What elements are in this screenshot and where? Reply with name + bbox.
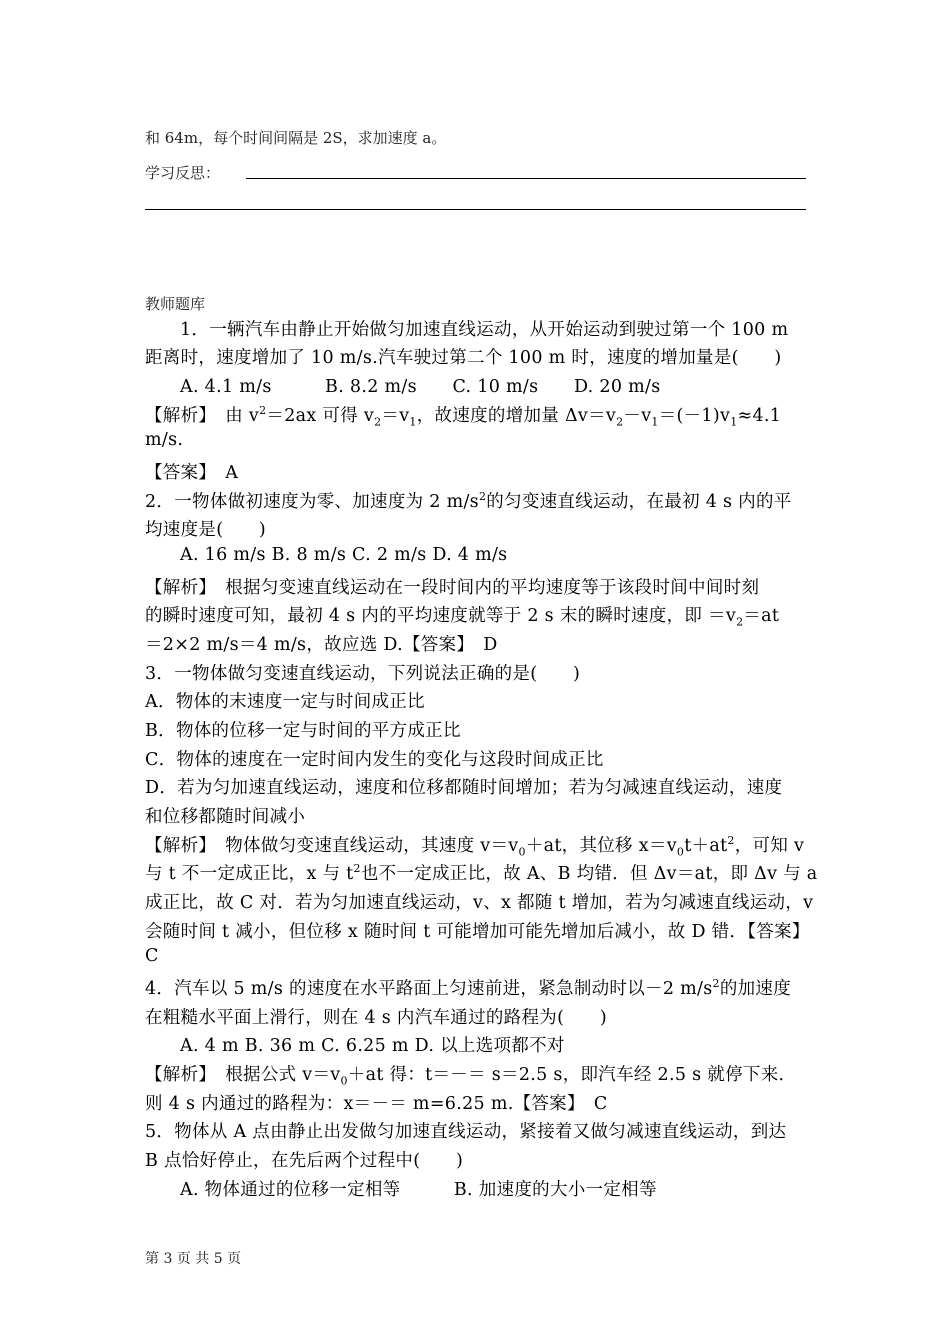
q2-line-part: 的匀变速直线运动，在最初 4 s 内的平	[486, 492, 792, 512]
q3-analysis-2	[145, 860, 818, 885]
q2-line-2: 均速度是( )	[145, 520, 267, 540]
sub-1: 1	[409, 415, 417, 429]
q5-line-1: 5．物体从 A 点由静止出发做匀加速直线运动，紧接着又做匀减速直线运动，到达	[145, 1122, 787, 1142]
q2-analysis-part: ＝at	[743, 606, 780, 626]
q4-analysis-part: 【解析】 根据公式 v＝v	[145, 1065, 341, 1085]
sub-0: 0	[340, 1074, 348, 1088]
q4-analysis-1	[145, 1061, 796, 1086]
q2-analysis-part: 的瞬时速度可知，最初 4 s 内的平均速度就等于 2 s 末的瞬时速度，即 ＝v	[145, 606, 737, 626]
q3-line-1: 3．一物体做匀变速直线运动，下列说法正确的是( )	[145, 664, 581, 684]
q1-options: A. 4.1 m/s B. 8.2 m/s C. 10 m/s D. 20 m/s	[180, 377, 661, 397]
sup-2: 2	[478, 490, 487, 504]
sub-1: 1	[651, 415, 659, 429]
q3-analysis-3: 成正比，故 C 对．若为匀加速直线运动，v、x 都随 t 增加，若为匀减速直线运动，v	[145, 893, 814, 913]
q4-options: A. 4 m B. 36 m C. 6.25 m D. 以上选项都不对	[180, 1036, 565, 1056]
q4-line-2: 在粗糙水平面上滑行，则在 4 s 内汽车通过的路程为( )	[145, 1008, 607, 1028]
q3-option-d-2: 和位移都随时间减小	[145, 807, 306, 827]
q3-option-d-1: D．若为匀加速直线运动，速度和位移都随时间增加；若为匀减速直线运动，速度	[145, 778, 783, 798]
q5-options: A. 物体通过的位移一定相等 B. 加速度的大小一定相等	[180, 1180, 657, 1200]
q3-option-a: A．物体的末速度一定与时间成正比	[145, 692, 425, 712]
q2-analysis-1: 【解析】 根据匀变速直线运动在一段时间内的平均速度等于该段时间中间时刻	[145, 578, 760, 598]
q3-option-b: B．物体的位移一定与时间的平方成正比	[145, 721, 461, 741]
q1-analysis-part: －v	[623, 406, 652, 426]
q1-analysis-part: ＝(－1)v	[658, 406, 731, 426]
reflection-rule-1	[246, 178, 806, 179]
q1-analysis	[145, 402, 781, 427]
q1-analysis-part: ＝v	[381, 406, 410, 426]
q1-line-2: 距离时，速度增加了 10 m/s.汽车驶过第二个 100 m 时，速度的增加量是( )	[145, 348, 782, 368]
q1-analysis-part: ，故速度的增加量 Δv＝v	[416, 406, 617, 426]
q1-analysis-part: ≈4.1	[737, 406, 782, 426]
sup-2: 2	[727, 834, 735, 848]
q2-options: A. 16 m/s B. 8 m/s C. 2 m/s D. 4 m/s	[180, 545, 508, 565]
sub-2: 2	[616, 415, 624, 429]
q3-analysis-part: ，可知 v	[734, 836, 805, 856]
sub-0: 0	[518, 845, 526, 859]
reflection-label: 学习反思：	[145, 164, 221, 182]
q3-analysis-part: 与 t 不一定成正比，x 与 t	[145, 864, 354, 884]
q1-analysis-part: ＝2ax 可得 v	[266, 406, 375, 426]
teacher-bank-title: 教师题库	[145, 295, 206, 313]
q4-line-part: 4．汽车以 5 m/s 的速度在水平路面上匀速前进，紧急制动时以－2 m/s	[145, 979, 713, 999]
q4-analysis-part: ＋at 得：t＝－＝ s＝2.5 s，即汽车经 2.5 s 就停下来．	[347, 1065, 797, 1085]
q3-analysis-1	[145, 832, 804, 857]
sup-2: 2	[712, 977, 720, 991]
q2-analysis-2	[145, 602, 779, 627]
q2-line-part: 2．一物体做初速度为零、加速度为 2 m/s	[145, 492, 479, 512]
q5-line-2: B 点恰好停止，在先后两个过程中( )	[145, 1151, 464, 1171]
q4-line-part: 的加速度	[719, 979, 792, 999]
sub-2: 2	[736, 615, 744, 629]
q3-analysis-5: C	[145, 946, 159, 966]
sub-1: 1	[730, 415, 738, 429]
q3-analysis-part: 也不一定成正比，故 A、B 均错．但 Δv＝at，即 Δv 与 a	[360, 864, 818, 884]
reflection-rule-2	[145, 209, 806, 210]
q3-option-c: C．物体的速度在一定时间内发生的变化与这段时间成正比	[145, 750, 604, 770]
sub-0: 0	[676, 845, 685, 859]
q2-analysis-3: ＝2×2 m/s＝4 m/s，故应选 D.【答案】 D	[145, 635, 498, 655]
sup-2: 2	[259, 404, 267, 418]
q3-analysis-part: 【解析】 物体做匀变速直线运动，其速度 v＝v	[145, 836, 519, 856]
top-text-line: 和 64m，每个时间间隔是 2S，求加速度 a。	[145, 129, 447, 147]
sup-2: 2	[353, 862, 361, 876]
q1-line-1: 1．一辆汽车由静止开始做匀加速直线运动，从开始运动到驶过第一个 100 m	[180, 320, 789, 340]
q3-analysis-4: 会随时间 t 减小，但位移 x 随时间 t 可能增加可能先增加后减小，故 D 错．【答案】	[145, 922, 810, 942]
q3-analysis-part: ＋at，其位移 x＝v	[525, 836, 677, 856]
q4-line-1	[145, 975, 791, 1000]
page-footer: 第 3 页 共 5 页	[145, 1251, 242, 1267]
q1-analysis-line-2: m/s.	[145, 430, 184, 450]
q4-analysis-2: 则 4 s 内通过的路程为：x＝－＝ m=6.25 m.【答案】 C	[145, 1094, 608, 1114]
q2-line-1	[145, 488, 792, 513]
q1-analysis-part: 【解析】 由 v	[145, 406, 260, 426]
q3-analysis-part: t＋at	[684, 836, 728, 856]
q1-answer: 【答案】 A	[145, 463, 239, 483]
sub-2: 2	[374, 415, 382, 429]
